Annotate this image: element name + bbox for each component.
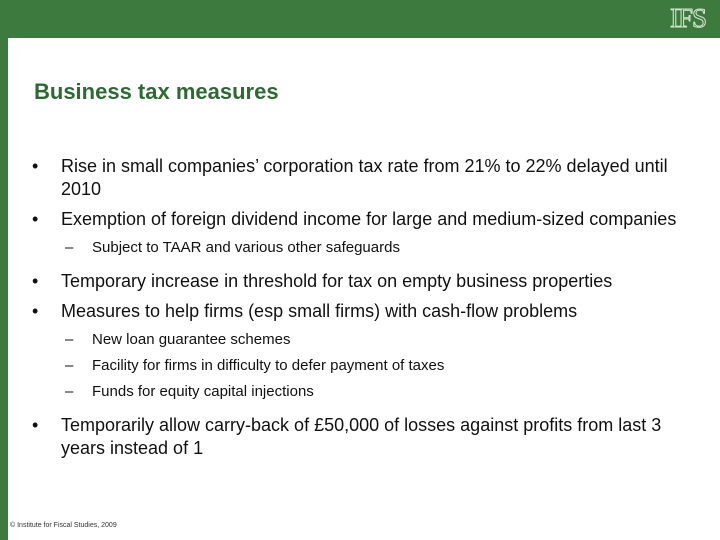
bullet-item: [24, 208, 704, 231]
sub-bullet-text: Funds for equity capital injections: [92, 383, 314, 400]
bullet-list: [24, 155, 704, 467]
sub-bullet-item: [24, 356, 704, 376]
sub-bullet-marker: –: [65, 331, 74, 348]
bullet-text: Measures to help firms (esp small firms) with cash-flow problems: [61, 301, 578, 321]
bullet-text: Temporarily allow carry-back of £50,000 of losses against profits from last 3 years instead of 1: [61, 415, 662, 458]
sub-bullet-text: Facility for firms in difficulty to defer payment of taxes: [92, 357, 445, 374]
bullet-marker: •: [32, 271, 39, 291]
bullet-item: [24, 414, 704, 460]
bullet-marker: •: [32, 415, 39, 435]
sub-bullet-item: [24, 382, 704, 402]
bullet-item: [24, 155, 704, 201]
sub-bullet-marker: –: [65, 357, 74, 374]
sub-bullet-marker: –: [65, 383, 74, 400]
bullet-marker: •: [32, 209, 39, 229]
sub-bullet-item: [24, 238, 704, 258]
slide-title: Business tax measures: [34, 79, 279, 104]
bullet-item: [24, 270, 704, 293]
sub-bullet-text: Subject to TAAR and various other safeguards: [92, 239, 400, 256]
copyright-footer: © Institute for Fiscal Studies, 2009: [10, 522, 117, 529]
sub-bullet-item: [24, 330, 704, 350]
ifs-logo: IFS: [669, 3, 706, 33]
bullet-item: [24, 300, 704, 323]
bullet-text: Temporary increase in threshold for tax on empty business properties: [61, 271, 613, 291]
bullet-text: Exemption of foreign dividend income for large and medium-sized companies: [61, 209, 677, 229]
bullet-marker: •: [32, 156, 39, 176]
bullet-marker: •: [32, 301, 39, 321]
sub-bullet-marker: –: [65, 239, 74, 256]
sub-bullet-text: New loan guarantee schemes: [92, 331, 291, 348]
bullet-text: Rise in small companies’ corporation tax rate from 21% to 22% delayed until 2010: [61, 156, 668, 199]
